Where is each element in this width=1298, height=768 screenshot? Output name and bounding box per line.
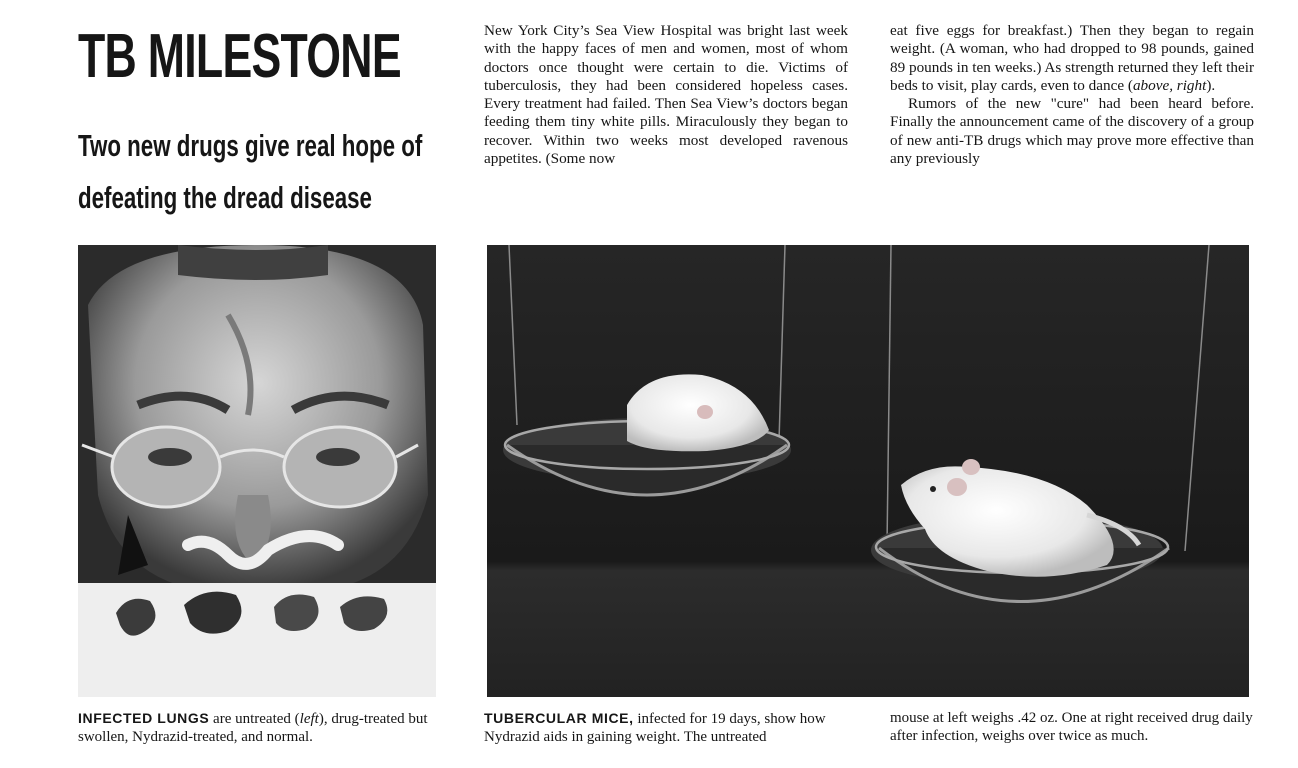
mice-photo-illustration xyxy=(487,245,1249,697)
headline: TB MILESTONE xyxy=(78,22,401,91)
lungs-photo xyxy=(78,245,436,697)
subheadline: Two new drugs give real hope of defeating the dread disease xyxy=(78,128,423,215)
mice-caption-part-2: mouse at left weighs .42 oz. One at right received drug daily after infection, weighs over twice as much. xyxy=(890,710,1253,744)
body-column-1: New York City’s Sea View Hospital was bright last week with the happy faces of men and women, most of whom doctors once thought were certain to die. Victims of tuberculosis, they had been considered hopeless cases. Every treatment had failed. Then Sea View’s doctors began feeding them tiny white pills. Miraculously they began to recover. Within two weeks most developed ravenous appetites. (Some now xyxy=(484,22,848,168)
mice-caption-part-1: TUBERCULAR MICE, infected for 19 days, show how Nydrazid aids in gaining weight. The untreated xyxy=(484,710,826,745)
body-col2-paragraph-1: eat five eggs for breakfast.) Then they began to regain weight. (A woman, who had dropped to 98 pounds, gained 89 pounds in ten weeks.) As strength returned they left their beds to visit, play cards, even to dance (above, right). xyxy=(890,22,1254,94)
body-col2-paragraph-2: Rumors of the new "cure" had been heard before. Finally the announcement came of the discovery of a group of new anti-TB drugs which may prove more effective than any previously xyxy=(890,95,1254,168)
lungs-caption: INFECTED LUNGS are untreated (left), drug-treated but swollen, Nydrazid-treated, and normal. xyxy=(78,710,428,745)
mice-photo xyxy=(487,245,1249,697)
lungs-photo-illustration xyxy=(78,245,436,697)
body-column-2 xyxy=(890,22,1254,168)
